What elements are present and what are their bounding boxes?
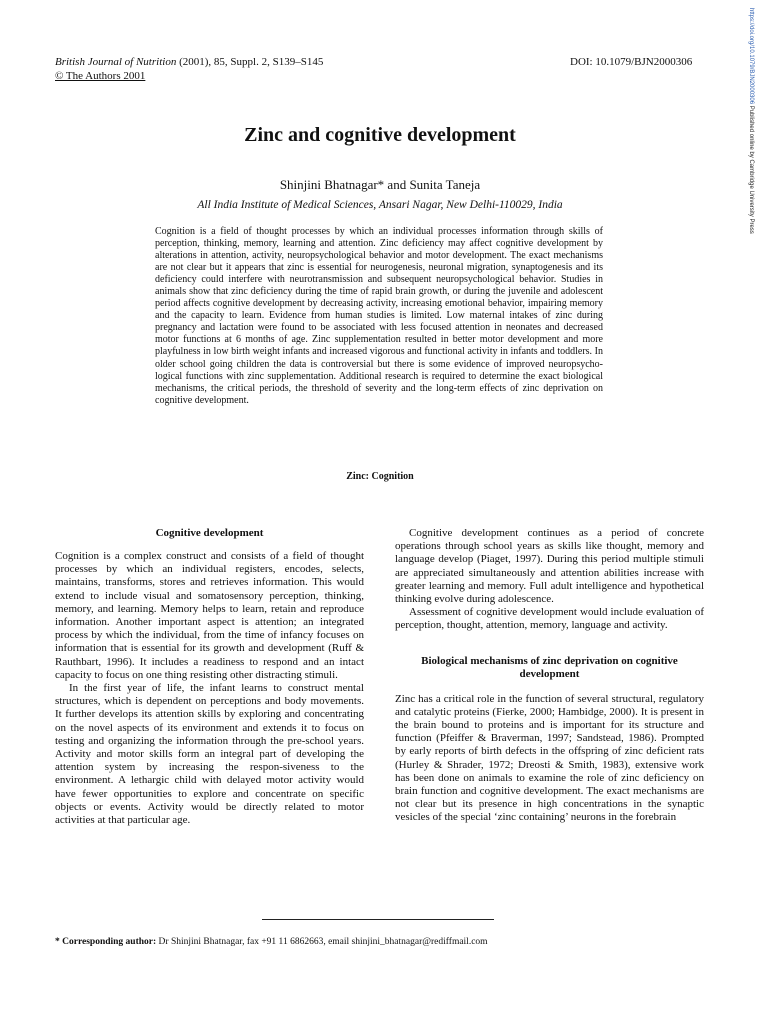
paragraph: Cognition is a complex construct and consists of a field of thought processes by which an individual registers, encodes, selects, maintains, transforms, stores and retrieves information. This would extend to include visual and somatosensory perception, thinking, memory, and learning. Memory helps to learn, retain and reproduce information. Another important aspect is attention; an integrated process by which the individual, from the time of infancy focuses on information that is essential for its growth and development (Ruff & Rauthbart, 1996). It includes a readiness to respond and an intact capacity to focus on one thing resisting other distracting stimuli. [55, 550, 364, 681]
keywords: Zinc: Cognition [346, 471, 414, 482]
footnote-divider [262, 919, 494, 920]
copyright-notice: © The Authors 2001 [55, 70, 146, 82]
footnote-text: Dr Shinjini Bhatnagar, fax +91 11 6862663, email shinjini_bhatnagar@rediffmail.com [156, 937, 488, 947]
paragraph: Cognitive development continues as a period of concrete operations through school years as skills like thought, memory and language develop (Piaget, 1997). During this period multiple stimuli are appreciated simultaneously and attention abilities increase with greater learning and memory. Full adult intelligence and hypothetical thinking evolve during adolescence. [395, 527, 704, 606]
journal-citation [55, 55, 323, 69]
section-heading-biological-mechanisms: Biological mechanisms of zinc deprivation on cognitive development [421, 654, 678, 680]
abstract: Cognition is a field of thought processes by which an individual processes information through skills of perception, thinking, memory, learning and attention. Zinc deficiency may affect cognitive development by alterations in attention, activity, neuropsychological behavior and motor development. The exact mechanisms are not clear but it appears that zinc is essential for neurogenesis, neuronal migration, synaptogenesis and its deficiency could interfere with neurotransmission and subsequent neuropsychological behavior. Studies in animals show that zinc deficiency during the time of rapid brain growth, or during the juvenile and adolescent period affects cognitive development by decreasing activity, increasing emotional behavior, impairing memory and the capacity to learn. Evidence from human studies is limited. Low maternal intakes of zinc during pregnancy and lactation were found to be associated with less focused attention in neonates and decreased motor functions at 6 months of age. Zinc supplementation resulted in better motor development and more playfulness in low birth weight infants and increased vigorous and functional activity in infants and toddlers. In older school going children the data is controversial but there is some evidence of improved neuropsycho-logical functions with zinc supplementation. Additional research is required to determine the exact biological mechanisms, the critical periods, the threshold of severity and the long-term effects of zinc deprivation on cognitive development. [155, 226, 603, 406]
journal-header [55, 55, 323, 83]
left-column [55, 527, 364, 827]
citation-detail: (2001), 85, Suppl. 2, S139–S145 [176, 56, 324, 68]
author-affiliation: All India Institute of Medical Sciences, Ansari Nagar, New Delhi-110029, India [197, 199, 563, 211]
side-note-text: Published online by Cambridge University Press [748, 104, 754, 234]
right-column [395, 527, 704, 825]
paragraph: Zinc has a critical role in the function of several structural, regulatory and catalytic proteins (Fierke, 2000; Hambidge, 2000). It is present in the brain bound to proteins and is important for its structure and function (Pfeiffer & Braverman, 1997; Sandstead, 1986). Prompted by early reports of birth defects in the offspring of zinc deficient rats (Hurley & Shrader, 1972; Dreosti & Smith, 1983), extensive work has been done on animals to examine the role of zinc deficiency on brain function and cognitive development. The exact mechanisms are not clear but its presence in high concentrations in the synaptic vesicles of the special ‘zinc containing’ neurons in the forebrain [395, 692, 704, 824]
paragraph: Assessment of cognitive development would include evaluation of perception, thought, attention, memory, language and activity. [395, 606, 704, 632]
paragraph: In the first year of life, the infant learns to construct mental structures, which is dependent on perceptions and body movements. It further develops its attention skills by exploring and concentrating on the novel aspects of its environment and extends it to focus on testing and organizing the information through the pre-school years. Activity and motor skills form an integral part of developing the attention system by increasing the respon-siveness to the environment. A lethargic child with delayed motor activity would have fewer opportunities to explore and concentrate on specific objects or events. Activity would be directly related to motor activities at that particular age. [55, 682, 364, 827]
article-title: Zinc and cognitive development [244, 124, 516, 146]
journal-name: British Journal of Nutrition [55, 56, 177, 68]
section-heading-cognitive-development: Cognitive development [155, 527, 264, 539]
footnote-label: * Corresponding author: [55, 937, 157, 947]
article-authors: Shinjini Bhatnagar* and Sunita Taneja [279, 177, 481, 192]
doi-label: DOI: 10.1079/BJN2000306 [570, 56, 693, 68]
doi-link[interactable]: https://doi.org/10.1079/BJN2000306 [748, 8, 754, 105]
footnote [55, 936, 488, 948]
